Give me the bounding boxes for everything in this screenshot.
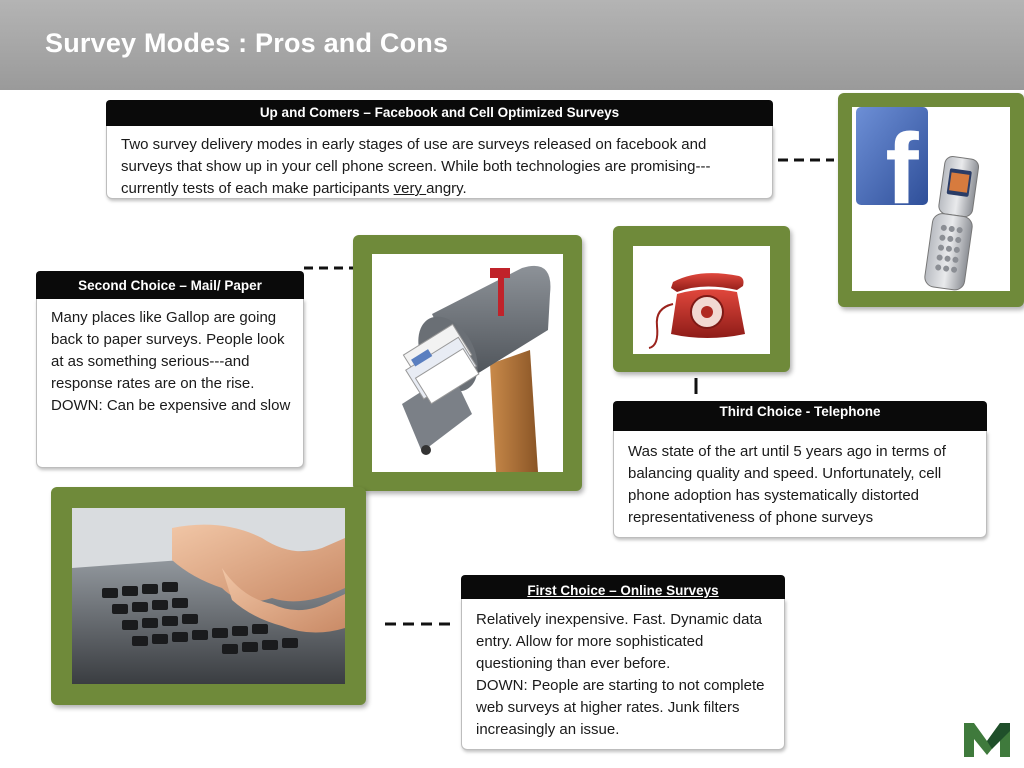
keyboard-image [72,508,345,684]
card-text-end: angry. [426,180,467,197]
card-body [36,299,304,468]
dashed-connector [776,155,836,165]
card-body [106,126,773,199]
card-heading: Second Choice – Mail/ Paper [36,271,304,299]
telephone-image [633,246,770,354]
slide-title: Survey Modes : Pros and Cons [45,28,449,58]
telephone-icon [633,246,770,354]
m-logo-icon [962,719,1012,759]
card-up-and-comers [106,100,773,199]
facebook-icon [852,107,1010,291]
card-telephone [613,401,987,538]
svg-text:f: f [885,113,919,225]
mailbox-icon [372,254,563,472]
card-mail-paper [36,271,304,468]
emphasis-text: very [393,180,427,197]
facebook-frame [838,93,1024,307]
card-text: Relatively inexpensive. Fast. Dynamic data entry. Allow for more sophisticated questioning than ever before. [476,611,762,672]
title-bar [0,0,1024,90]
card-heading: Up and Comers – Facebook and Cell Optimized Surveys [106,100,773,126]
card-heading: Third Choice - Telephone [613,401,987,431]
card-text: Two survey delivery modes in early stages of use are surveys released on facebook and surveys that show up in your cell phone screen. While both technologies are promising---currently tests of each make participants [121,136,711,197]
mailbox-frame [353,235,582,491]
laptop-keyboard-icon [72,508,345,684]
card-heading: First Choice – Online Surveys [461,575,785,599]
facebook-image [852,107,1010,291]
card-text-down: DOWN: People are starting to not complete web surveys at higher rates. Junk filters increasingly an issue. [476,677,765,738]
card-online [461,575,785,750]
dashed-connector [302,263,358,273]
card-body [613,431,987,538]
telephone-frame [613,226,790,372]
dashed-connector [383,619,459,629]
card-text-down: DOWN: Can be expensive and slow [51,397,291,414]
card-text: Was state of the art until 5 years ago in terms of balancing quality and speed. Unfortunately, cell phone adoption has systematically distorted representativeness of phone surveys [628,443,946,526]
mailbox-image [372,254,563,472]
keyboard-frame [51,487,366,705]
company-logo [962,719,1012,759]
card-body [461,599,785,750]
card-text: Many places like Gallop are going back to paper surveys. People look at as something serious---and response rates are on the rise. [51,309,285,392]
dashed-connector [692,376,700,396]
